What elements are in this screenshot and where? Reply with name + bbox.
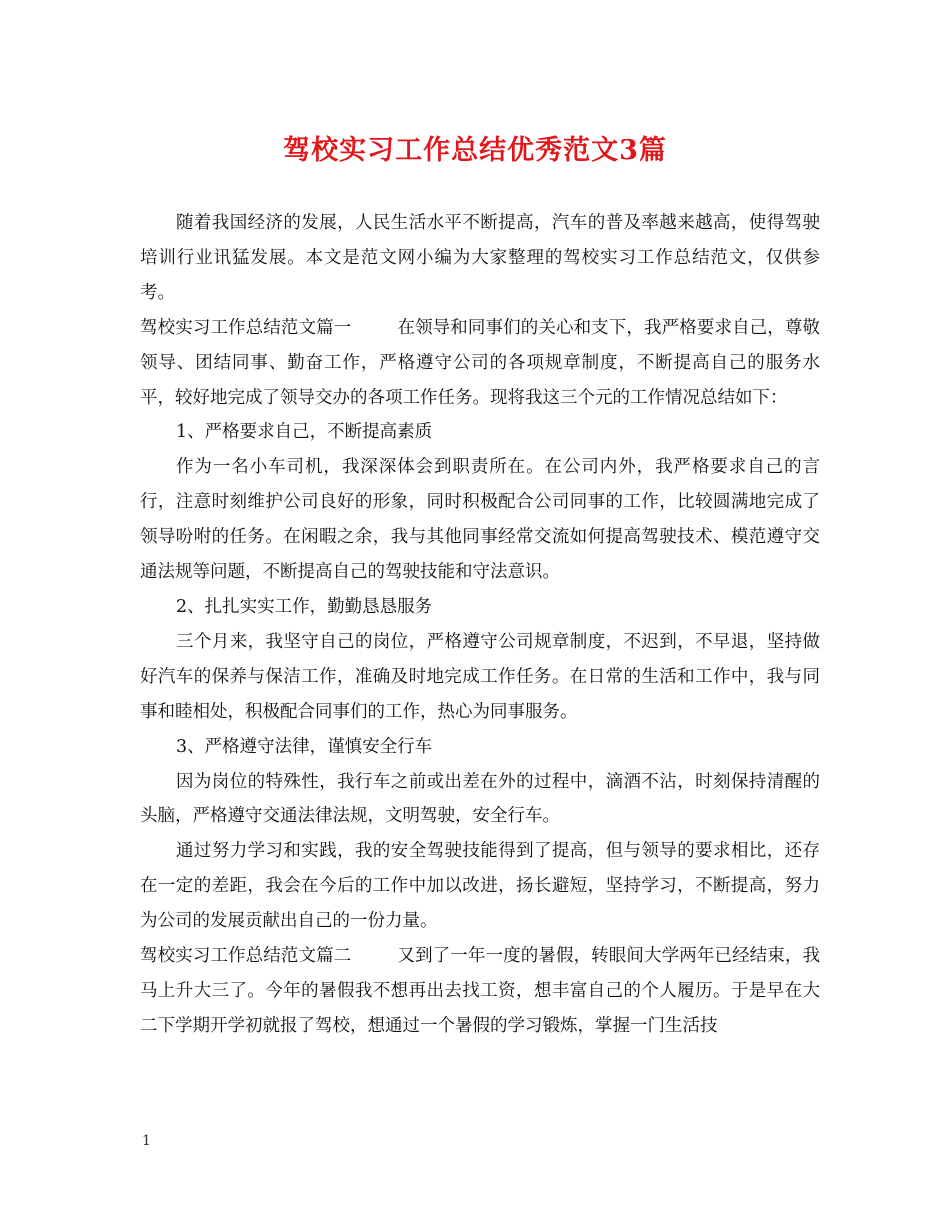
intro-paragraph: 随着我国经济的发展，人民生活水平不断提高，汽车的普及率越来越高，使得驾驶培训行业讯猛发展。本文是范文网小编为大家整理的驾校实习工作总结范文，仅供参考。: [140, 213, 820, 303]
section1-heading: 驾校实习工作总结范文篇一: [140, 317, 352, 338]
section1-item2-paragraph: 三个月来，我坚守自己的岗位，严格遵守公司规章制度，不迟到，不早退，坚持做好汽车的保养与保洁工作，准确及时地完成工作任务。在日常的生活和工作中，我与同事和睦相处，积极配合同事们的工作，热心为同事服务。: [140, 631, 820, 722]
page-number: 1: [142, 1133, 151, 1149]
section2-opening-paragraph: [140, 939, 820, 1044]
section1-item3-heading: 3、严格遵守法律，谨慎安全行车: [176, 736, 433, 757]
section2-opening-text: 又到了一年一度的暑假，转眼间大学两年已经结束，我马上升大三了。今年的暑假我不想再出去找工资，想丰富自己的个人履历。于是早在大二下学期开学初就报了驾校，想通过一个暑假的学习锻炼，掌握一门生活技: [140, 946, 821, 1036]
section1-closing-paragraph: 通过努力学习和实践，我的安全驾驶技能得到了提高，但与领导的要求相比，还存在一定的差距，我会在今后的工作中加以改进，扬长避短，坚持学习，不断提高，努力为公司的发展贡献出自己的一份力量。: [140, 841, 820, 932]
section1-opening-paragraph: [140, 311, 820, 416]
document-title: 驾校实习工作总结优秀范文3篇: [283, 135, 667, 166]
section1-opening-text: 在领导和同事们的关心和支下，我严格要求自己，尊敬领导、团结同事、勤奋工作，严格遵守公司的各项规章制度，不断提高自己的服务水平，较好地完成了领导交办的各项工作任务。现将我这三个元的工作情况总结如下：: [140, 317, 821, 408]
document-body: [140, 206, 820, 1044]
section1-item3-paragraph: 因为岗位的特殊性，我行车之前或出差在外的过程中，滴酒不沾，时刻保持清醒的头脑，严格遵守交通法律法规，文明驾驶，安全行车。: [140, 771, 820, 827]
section2-heading: 驾校实习工作总结范文篇二: [140, 946, 352, 967]
section1-item1-heading: 1、严格要求自己，不断提高素质: [176, 422, 433, 443]
section1-item2-heading: 2、扎扎实实工作，勤勤恳恳服务: [176, 596, 433, 617]
section1-item1-paragraph: 作为一名小车司机，我深深体会到职责所在。在公司内外，我严格要求自己的言行，注意时刻维护公司良好的形象，同时积极配合公司同事的工作，比较圆满地完成了领导吩咐的任务。在闲暇之余，我与其他同事经常交流如何提高驾驶技术、模范遵守交通法规等问题，不断提高自己的驾驶技能和守法意识。: [140, 457, 820, 583]
